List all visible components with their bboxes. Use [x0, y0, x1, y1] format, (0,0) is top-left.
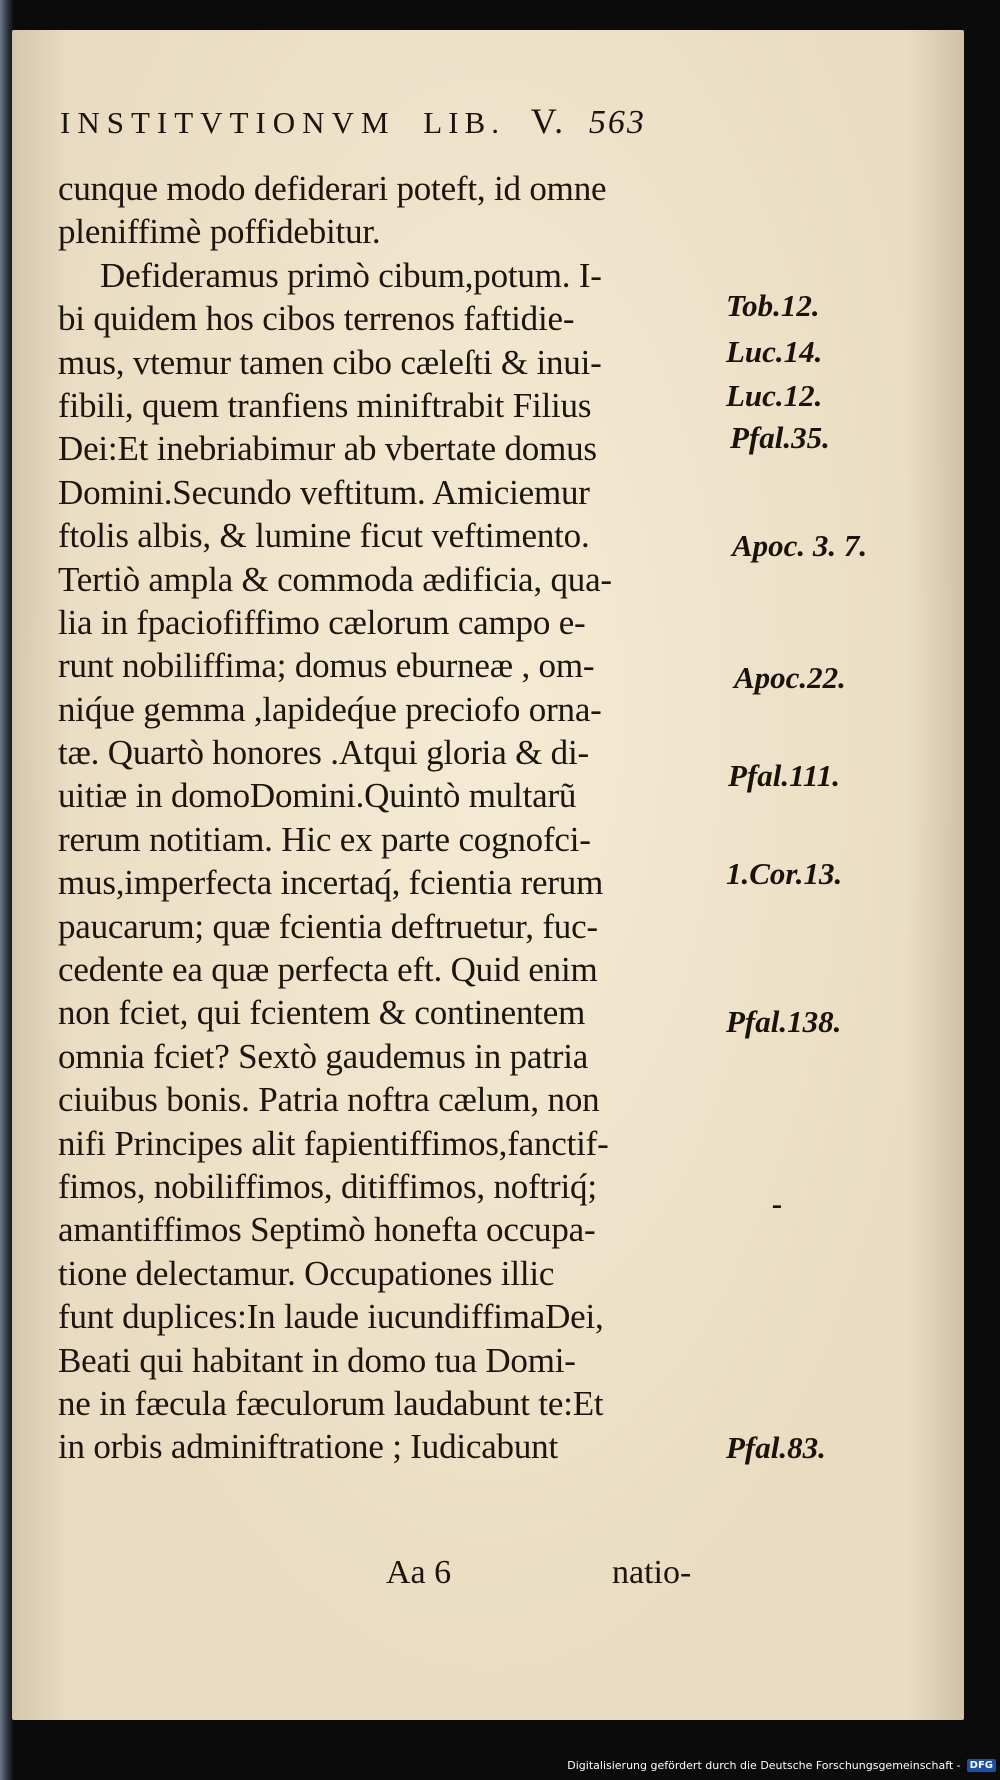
book-label: LIB. — [423, 105, 505, 140]
margin-note: Pfal.83. — [726, 1430, 826, 1465]
text-line: cedente ea quæ perfecta eft. Quid enim — [58, 950, 598, 990]
margin-note: Pfal.35. — [730, 420, 830, 455]
text-line: paucarum; quæ fcientia deftruetur, fuc- — [58, 906, 598, 946]
text-line: ftolis albis, & lumine ficut veftimento. — [58, 516, 590, 556]
text-line: omnia fciet? Sextò gaudemus in patria — [58, 1036, 589, 1076]
catchword: natio- — [612, 1554, 692, 1591]
margin-note: Luc.12. — [726, 378, 823, 413]
margin-note: Apoc. 3. 7. — [732, 528, 868, 563]
page-number: 563 — [588, 104, 646, 141]
text-line: non fciet, qui fcientem & continentem — [58, 993, 586, 1033]
running-header — [60, 100, 700, 142]
text-line: tione delectamur. Occupationes illic — [58, 1253, 555, 1293]
credit-text: Digitalisierung gefördert durch die Deutsche Forschungsgemeinschaft - — [567, 1758, 961, 1772]
text-line: funt duplices:In laude iucundiffimaDei, — [58, 1297, 604, 1337]
text-line: niq́ue gemma ,lapideq́ue preciofo orna- — [58, 689, 602, 729]
margin-note: Tob.12. — [726, 288, 820, 323]
text-line: Defideramus primò cibum,potum. I- — [100, 255, 602, 295]
text-line: cunque modo defiderari poteft, id omne — [58, 169, 607, 208]
main-text — [58, 167, 718, 1469]
text-line: pleniffimè poffidebitur. — [58, 212, 381, 252]
margin-note: Luc.14. — [726, 334, 823, 369]
digitization-credit — [567, 1754, 996, 1776]
margin-note: Apoc.22. — [734, 660, 846, 695]
text-line: Domini.Secundo veftitum. Amiciemur — [58, 472, 590, 512]
text-line: mus,imperfecta incertaq́, fcientia rerum — [58, 863, 604, 903]
dfg-logo: DFG — [967, 1759, 996, 1772]
text-line: uitiæ in domoDomini.Quintò multarũ — [58, 776, 577, 816]
text-line: amantiffimos Septimò honefta occupa- — [58, 1210, 596, 1250]
margin-note: - — [772, 1186, 783, 1221]
text-line: ciuibus bonis. Patria noftra cælum, non — [58, 1080, 600, 1120]
text-line: bi quidem hos cibos terrenos faftidie- — [58, 299, 575, 339]
signature-mark: Aa 6 — [386, 1554, 452, 1591]
text-line: rerum notitiam. Hic ex parte cognofci- — [58, 819, 591, 859]
text-line: mus, vtemur tamen cibo cæleſti & inui- — [58, 342, 602, 382]
text-line: fimos, nobiliffimos, ditiffimos, noftriq́; — [58, 1166, 597, 1206]
margin-note: Pfal.138. — [726, 1004, 842, 1039]
text-line: ne in fæcula fæculorum laudabunt te:Et — [58, 1383, 604, 1423]
text-line: runt nobiliffima; domus eburneæ , om- — [58, 646, 595, 686]
running-title: INSTITVTIONVM — [60, 105, 396, 140]
text-line: lia in fpaciofiffimo cælorum campo e- — [58, 602, 586, 642]
margin-note: Pfal.111. — [728, 758, 840, 793]
text-line: tæ. Quartò honores .Atqui gloria & di- — [58, 733, 589, 773]
text-line: Tertiò ampla & commoda ædificia, qua- — [58, 559, 612, 599]
text-line: nifi Principes alit fapientiffimos,fanctif- — [58, 1123, 609, 1163]
margin-note: 1.Cor.13. — [726, 856, 843, 891]
book-number: V. — [530, 101, 566, 141]
text-line: Beati qui habitant in domo tua Domi- — [58, 1340, 576, 1380]
text-line: in orbis adminiftratione ; Iudicabunt — [58, 1427, 558, 1467]
text-line: fibili, quem tranfiens miniftrabit Filius — [58, 385, 592, 425]
text-line: Dei:Et inebriabimur ab vbertate domus — [58, 429, 597, 469]
